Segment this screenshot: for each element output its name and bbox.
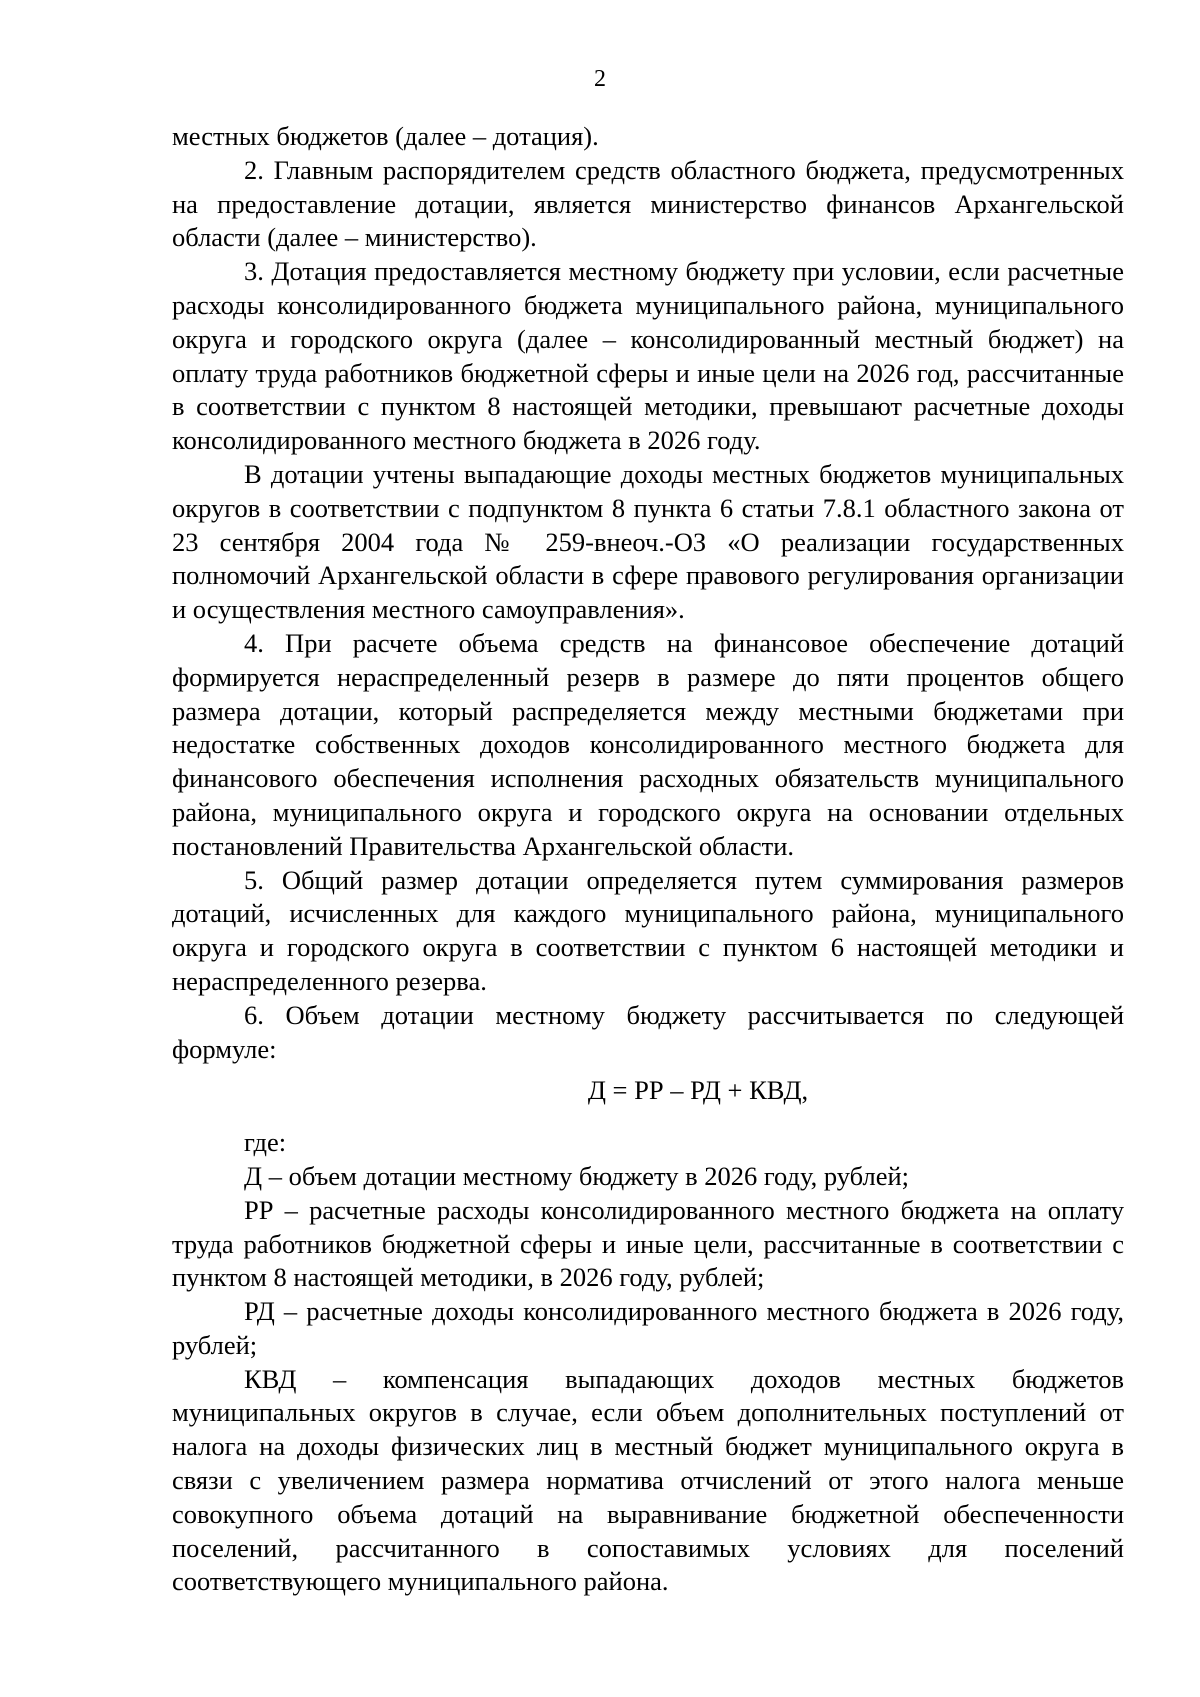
paragraph-continuation: местных бюджетов (далее – дотация).: [172, 121, 599, 151]
paragraph-item-3-note: В дотации учтены выпадающие доходы местных бюджетов муниципальных округов в соответствии с подпунктом 8 пункта 6 статьи 7.8.1 областного закона от 23 сентября 2004 года № 259-внеоч.-ОЗ «О реализации государственных полномочий Архангельской области в сфере правового регулирования организации и осуществления местного самоуправления».: [172, 458, 1124, 625]
paragraph-item-3: 3. Дотация предоставляется местному бюджету при условии, если расчетные расходы консолидированного бюджета муниципального района, муниципального округа и городского округа (далее – консолидированный местный бюджет) на оплату труда работников бюджетной сферы и иные цели на 2026 год, рассчитанные в соответствии с пунктом 8 настоящей методики, превышают расчетные доходы консолидированного местного бюджета в 2026 году.: [172, 256, 1124, 456]
definition-rd: РД – расчетные доходы консолидированного местного бюджета в 2026 году, рублей;: [172, 1296, 1124, 1360]
paragraph-item-4: 4. При расчете объема средств на финансовое обеспечение дотаций формируется нераспределенный резерв в размере до пяти процентов общего размера дотации, который распределяется между местными бюджетами при недостатке собственных доходов консолидированного местного бюджета для финансового обеспечения исполнения расходных обязательств муниципального района, муниципального округа и городского округа на основании отдельных постановлений Правительства Архангельской области.: [172, 627, 1124, 861]
definition-kvd: КВД – компенсация выпадающих доходов местных бюджетов муниципальных округов в случае, если объем дополнительных поступлений от налога на доходы физических лиц в местный бюджет муниципального округа в связи с увеличением размера норматива отчислений от этого налога меньше совокупного объема дотаций на выравнивание бюджетной обеспеченности поселений, рассчитанного в сопоставимых условиях для поселений соответствующего муниципального района.: [172, 1363, 1124, 1597]
formula: Д = РР – РД + КВД,: [587, 1075, 809, 1106]
document-body: [172, 120, 1124, 1599]
definition-rr: РР – расчетные расходы консолидированного местного бюджета на оплату труда работников бюджетной сферы и иные цели, рассчитанные в соответствии с пунктом 8 настоящей методики, в 2026 году, рублей;: [172, 1194, 1124, 1293]
page-number: 2: [594, 66, 606, 92]
where-label: где:: [244, 1127, 287, 1158]
paragraph-item-2: 2. Главным распорядителем средств областного бюджета, предусмотренных на предоставление дотации, является министерство финансов Архангельской области (далее – министерство).: [172, 154, 1124, 253]
paragraph-item-5: 5. Общий размер дотации определяется путем суммирования размеров дотаций, исчисленных для каждого муниципального района, муниципального округа и городского округа в соответствии с пунктом 6 настоящей методики и нераспределенного резерва.: [172, 864, 1124, 996]
paragraph-item-6: 6. Объем дотации местному бюджету рассчитывается по следующей формуле:: [172, 999, 1124, 1064]
definition-d: Д – объем дотации местному бюджету в 2026 году, рублей;: [244, 1160, 910, 1191]
